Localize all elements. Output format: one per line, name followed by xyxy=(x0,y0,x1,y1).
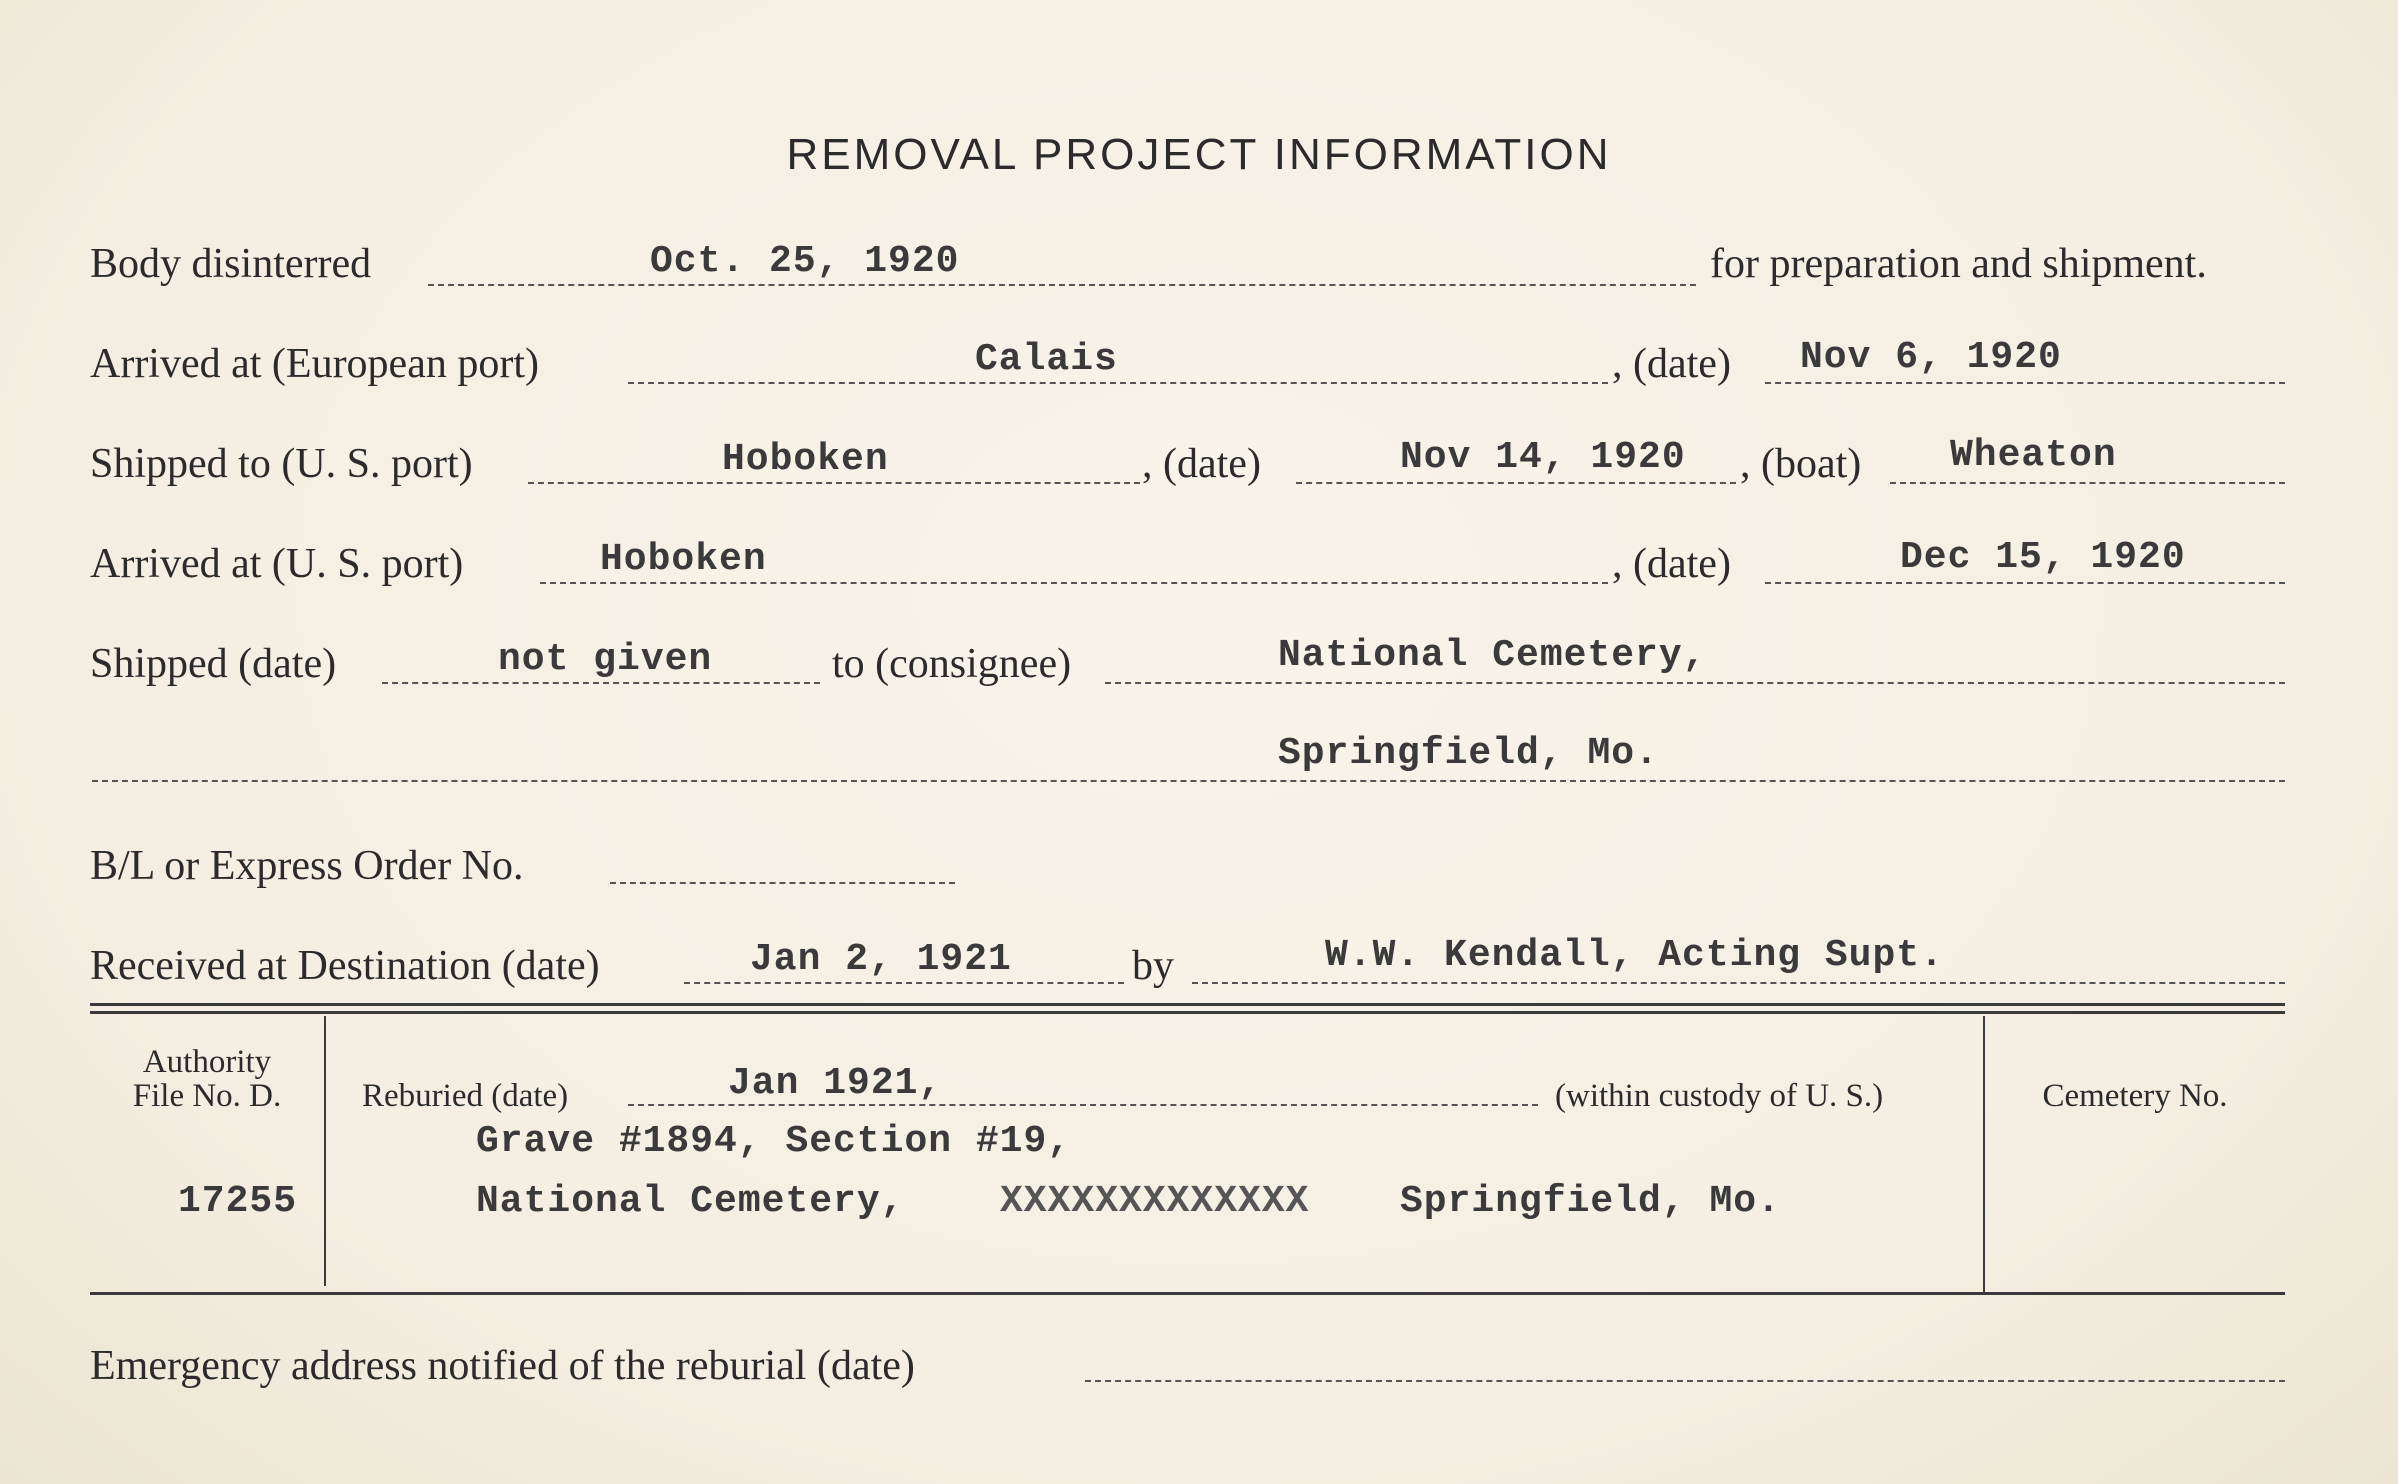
arrived-eu-label: Arrived at (European port) xyxy=(90,341,539,387)
shipped-us-line xyxy=(528,482,1140,484)
arrived-us-date-label: , (date) xyxy=(1612,541,1731,587)
received-by-value: W.W. Kendall, Acting Supt. xyxy=(1325,934,1944,977)
column-divider-left xyxy=(324,1016,326,1286)
disinterred-suffix: for preparation and shipment. xyxy=(1710,241,2207,287)
received-line xyxy=(684,982,1124,984)
received-by-label: by xyxy=(1132,943,1174,989)
arrived-eu-date-line xyxy=(1765,382,2285,384)
shipped-date-label: Shipped (date) xyxy=(90,641,337,687)
emergency-line xyxy=(1085,1380,2285,1382)
shipped-us-boat-label: , (boat) xyxy=(1740,441,1862,487)
arrived-eu-date-value: Nov 6, 1920 xyxy=(1800,336,2062,379)
received-label: Received at Destination (date) xyxy=(90,943,600,989)
shipped-us-date-value: Nov 14, 1920 xyxy=(1400,436,1686,479)
cemetery-line-b: Springfield, Mo. xyxy=(1400,1180,1781,1223)
double-rule-top xyxy=(90,1003,2285,1006)
shipped-us-boat-value: Wheaton xyxy=(1950,434,2117,477)
disinterred-value: Oct. 25, 1920 xyxy=(650,240,960,283)
lower-bottom-rule xyxy=(90,1292,2285,1295)
arrived-eu-line xyxy=(628,382,1608,384)
emergency-label: Emergency address notified of the reburial (date) xyxy=(90,1343,915,1389)
shipped-us-label: Shipped to (U. S. port) xyxy=(90,441,473,487)
reburied-value: Jan 1921, xyxy=(728,1062,943,1105)
consignee-line-1: National Cemetery, xyxy=(1278,634,1707,677)
arrived-us-date-line xyxy=(1765,582,2285,584)
bl-line xyxy=(610,882,955,884)
consignee-label: to (consignee) xyxy=(832,641,1072,687)
shipped-us-value: Hoboken xyxy=(722,438,889,481)
received-value: Jan 2, 1921 xyxy=(750,938,1012,981)
authority-label-1: Authority xyxy=(142,1044,272,1080)
grave-line: Grave #1894, Section #19, xyxy=(476,1120,1072,1163)
form-title: REMOVAL PROJECT INFORMATION xyxy=(786,130,1612,179)
custody-label: (within custody of U. S.) xyxy=(1555,1078,1884,1114)
shipped-us-boat-line xyxy=(1890,482,2285,484)
authority-file-no: 17255 xyxy=(178,1180,298,1223)
arrived-us-label: Arrived at (U. S. port) xyxy=(90,541,464,587)
shipped-us-date-line xyxy=(1296,482,1736,484)
reburied-label: Reburied (date) xyxy=(362,1078,569,1114)
cemetery-struck: XXXXXXXXXXXXX xyxy=(1000,1180,1310,1223)
cemetery-no-label: Cemetery No. xyxy=(2042,1078,2228,1114)
authority-label-2: File No. D. xyxy=(132,1078,282,1114)
consignee-line-2-rule xyxy=(92,780,2285,782)
disinterred-label: Body disinterred xyxy=(90,241,372,287)
received-by-line xyxy=(1192,982,2285,984)
column-divider-right xyxy=(1983,1016,1985,1292)
arrived-eu-date-label: , (date) xyxy=(1612,341,1731,387)
double-rule-bottom xyxy=(90,1011,2285,1014)
disinterred-line xyxy=(428,284,1696,286)
arrived-us-date-value: Dec 15, 1920 xyxy=(1900,536,2186,579)
arrived-us-value: Hoboken xyxy=(600,538,767,581)
cemetery-line-a: National Cemetery, xyxy=(476,1180,905,1223)
shipped-date-line xyxy=(382,682,820,684)
consignee-line xyxy=(1105,682,2285,684)
bl-label: B/L or Express Order No. xyxy=(90,843,524,889)
arrived-eu-value: Calais xyxy=(975,338,1118,381)
shipped-us-date-label: , (date) xyxy=(1142,441,1261,487)
consignee-line-2: Springfield, Mo. xyxy=(1278,732,1659,775)
arrived-us-line xyxy=(540,582,1608,584)
shipped-date-value: not given xyxy=(498,638,713,681)
